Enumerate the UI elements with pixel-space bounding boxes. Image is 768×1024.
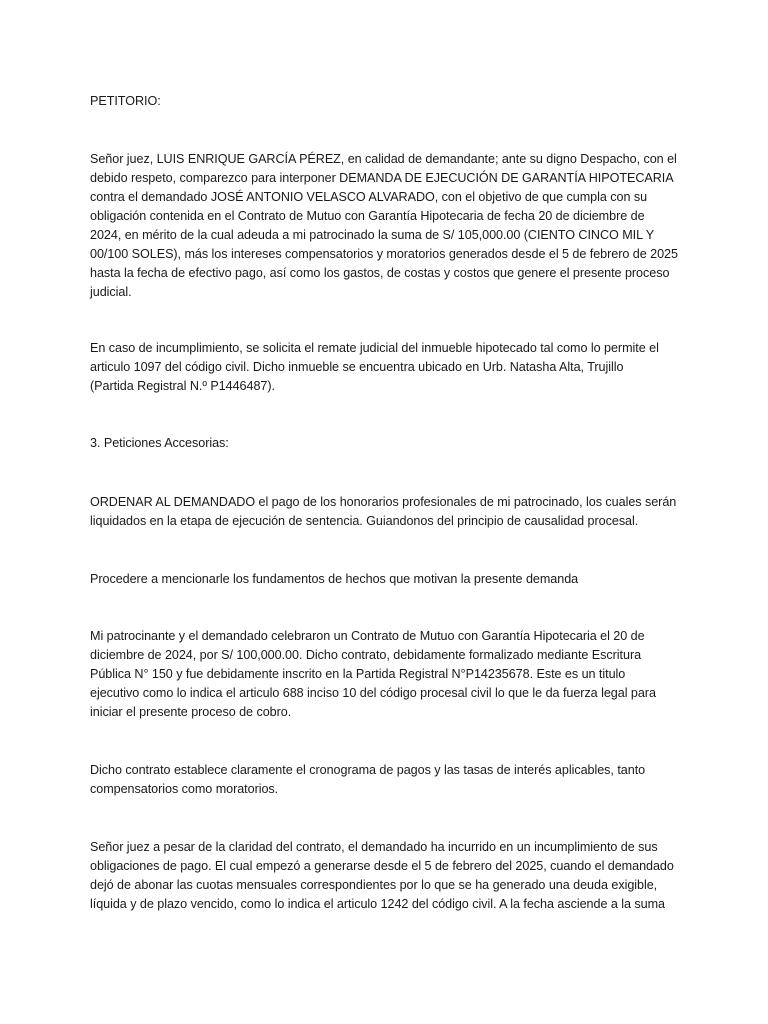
paragraph-breach: Señor juez a pesar de la claridad del contrato, el demandado ha incurrido en un incumplimiento de sus obligaciones de pago. El cual empezó a generarse desde el 5 de febrero del 2025, cuando el demandado dejó de abonar las cuotas mensuales correspondientes por lo que se ha generado una deuda exigible, líquida y de plazo vencido, como lo indica el articulo 1242 del código civil. A la fecha asciende a la suma bbox=[90, 840, 674, 911]
paragraph-petition: Señor juez, LUIS ENRIQUE GARCÍA PÉREZ, en calidad de demandante; ante su digno Despacho, con el debido respeto, comparezco para interponer DEMANDA DE EJECUCIÓN DE GARANTÍA HIPOTECARIA contra el demandado JOSÉ ANTONIO VELASCO ALVARADO, con el objetivo de que cumpla con su obligación contenida en el Contrato de Mutuo con Garantía Hipotecaria de fecha 20 de diciembre de 2024, en mérito de la cual adeuda a mi patrocinado la suma de S/ 105,000.00 (CIENTO CINCO MIL Y 00/100 SOLES), más los intereses compensatorios y moratorios generados desde el 5 de febrero de 2025 hasta la fecha de efectivo pago, así como los gastos, de costas y costos que genere el presente proceso judicial. bbox=[90, 152, 678, 299]
paragraph-payment-schedule: Dicho contrato establece claramente el cronograma de pagos y las tasas de interés aplicables, tanto compensatorios como moratorios. bbox=[90, 763, 646, 796]
paragraph-facts-intro: Procedere a mencionarle los fundamentos de hechos que motivan la presente demanda bbox=[90, 572, 579, 586]
paragraph-order-defendant: ORDENAR AL DEMANDADO el pago de los honorarios profesionales de mi patrocinado, los cuales serán liquidados en la etapa de ejecución de sentencia. Guiandonos del principio de causalidad procesal. bbox=[90, 495, 677, 528]
paragraph-contract-facts: Mi patrocinante y el demandado celebraron un Contrato de Mutuo con Garantía Hipotecaria el 20 de diciembre de 2024, por S/ 100,000.00. Dicho contrato, debidamente formalizado mediante Escritura Pública N° 150 y fue debidamente inscrito en la Partida Registral N°P14235678. Este es un titulo ejecutivo como lo indica el articulo 688 inciso 10 del código procesal civil lo que le da fuerza legal para iniciar el presente proceso de cobro. bbox=[90, 629, 656, 719]
paragraph-auction-request: En caso de incumplimiento, se solicita el remate judicial del inmueble hipotecado tal como lo permite el articulo 1097 del código civil. Dicho inmueble se encuentra ubicado en Urb. Natasha Alta, Trujillo (Partida Registral N.º P1446487). bbox=[90, 341, 659, 393]
section-heading-accessory-petitions: 3. Peticiones Accesorias: bbox=[90, 436, 229, 450]
petitorio-heading: PETITORIO: bbox=[90, 94, 161, 108]
